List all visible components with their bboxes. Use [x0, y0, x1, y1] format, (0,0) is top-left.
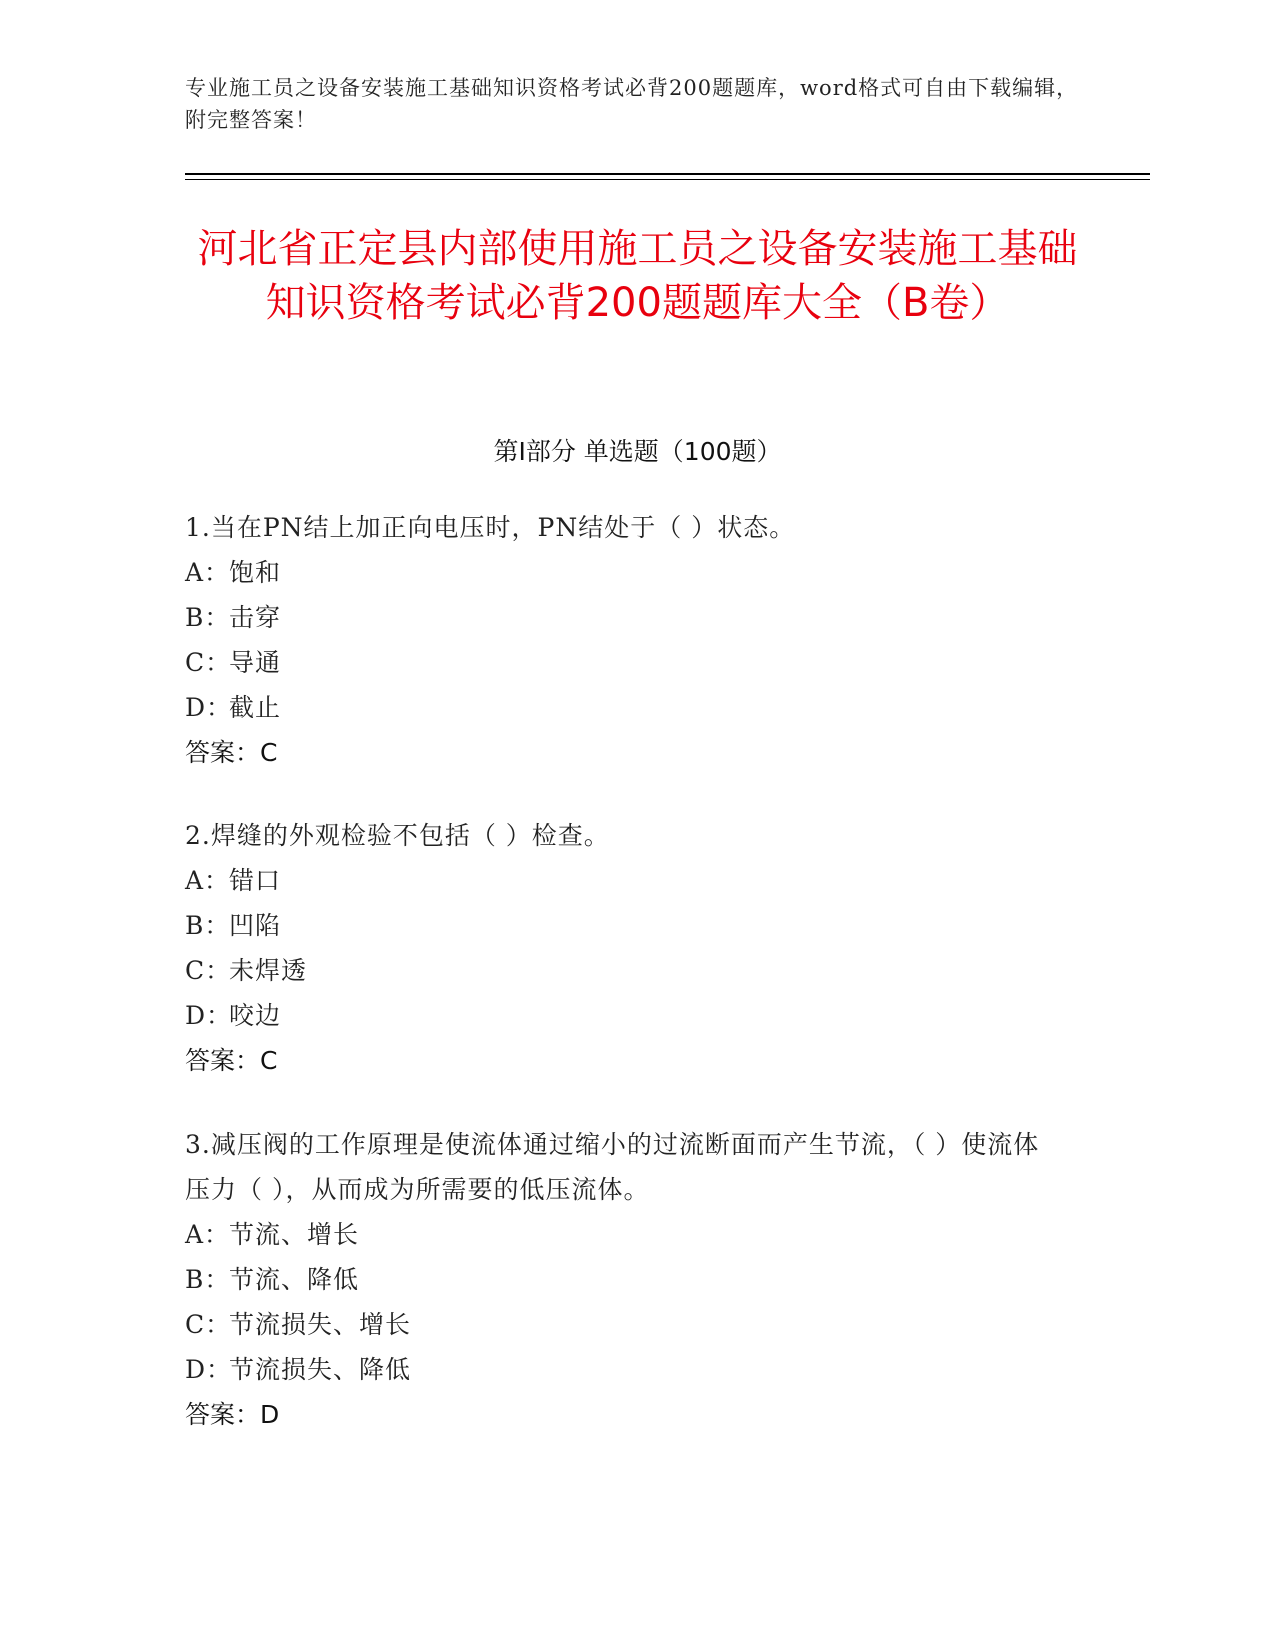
section-title: 第Ⅰ部分 单选题（100题） [493, 437, 782, 466]
option-text: 未焊透 [229, 956, 308, 985]
option-a [185, 858, 1065, 903]
question-stem: 2.焊缝的外观检验不包括（ ）检查。 [185, 821, 610, 850]
option-text: 击穿 [229, 603, 282, 632]
option-key: B： [185, 1265, 231, 1294]
answer-prefix: 答案： [185, 1046, 261, 1075]
question-2 [185, 813, 1065, 1083]
option-text: 节流、增长 [229, 1220, 360, 1249]
option-c [185, 640, 1065, 685]
option-a [185, 1212, 1065, 1257]
option-d [185, 993, 1065, 1038]
option-key: C： [185, 648, 232, 677]
option-c [185, 948, 1065, 993]
option-key: D： [185, 1001, 233, 1030]
option-text: 饱和 [229, 558, 282, 587]
option-text: 截止 [229, 693, 282, 722]
question-3 [185, 1122, 1065, 1437]
document-title: 河北省正定县内部使用施工员之设备安装施工基础知识资格考试必背200题题库大全（B卷） [197, 226, 1078, 326]
option-text: 节流损失、降低 [229, 1355, 412, 1384]
option-a [185, 550, 1065, 595]
answer-prefix: 答案： [185, 1400, 261, 1429]
header-note: 专业施工员之设备安装施工基础知识资格考试必背200题题库，word格式可自由下载编辑，附完整答案！ [185, 76, 1079, 132]
option-key: D： [185, 1355, 233, 1384]
option-key: A： [185, 866, 231, 895]
option-b [185, 595, 1065, 640]
header-rule-thin [185, 179, 1150, 180]
option-key: D： [185, 693, 233, 722]
option-text: 错口 [229, 866, 282, 895]
option-key: C： [185, 1310, 232, 1339]
answer-line [185, 1038, 1065, 1083]
answer-line [185, 730, 1065, 775]
option-text: 节流损失、增长 [229, 1310, 412, 1339]
option-d [185, 1347, 1065, 1392]
answer-value: D [260, 1400, 280, 1429]
answer-value: C [260, 738, 278, 767]
answer-value: C [260, 1046, 278, 1075]
option-text: 节流、降低 [229, 1265, 360, 1294]
question-1 [185, 505, 1065, 775]
option-key: A： [185, 1220, 231, 1249]
option-b [185, 903, 1065, 948]
option-key: A： [185, 558, 231, 587]
option-b [185, 1257, 1065, 1302]
option-key: C： [185, 956, 232, 985]
option-text: 咬边 [229, 1001, 282, 1030]
option-c [185, 1302, 1065, 1347]
option-text: 凹陷 [229, 911, 282, 940]
answer-prefix: 答案： [185, 738, 261, 767]
header-rule-thick [185, 173, 1150, 175]
option-key: B： [185, 911, 231, 940]
option-d [185, 685, 1065, 730]
answer-line [185, 1392, 1065, 1437]
option-key: B： [185, 603, 231, 632]
question-stem: 3.减压阀的工作原理是使流体通过缩小的过流断面而产生节流，（ ）使流体压力（ ），从而成为所需要的低压流体。 [185, 1130, 1040, 1204]
option-text: 导通 [229, 648, 282, 677]
question-stem: 1.当在PN结上加正向电压时，PN结处于（ ）状态。 [185, 513, 796, 542]
